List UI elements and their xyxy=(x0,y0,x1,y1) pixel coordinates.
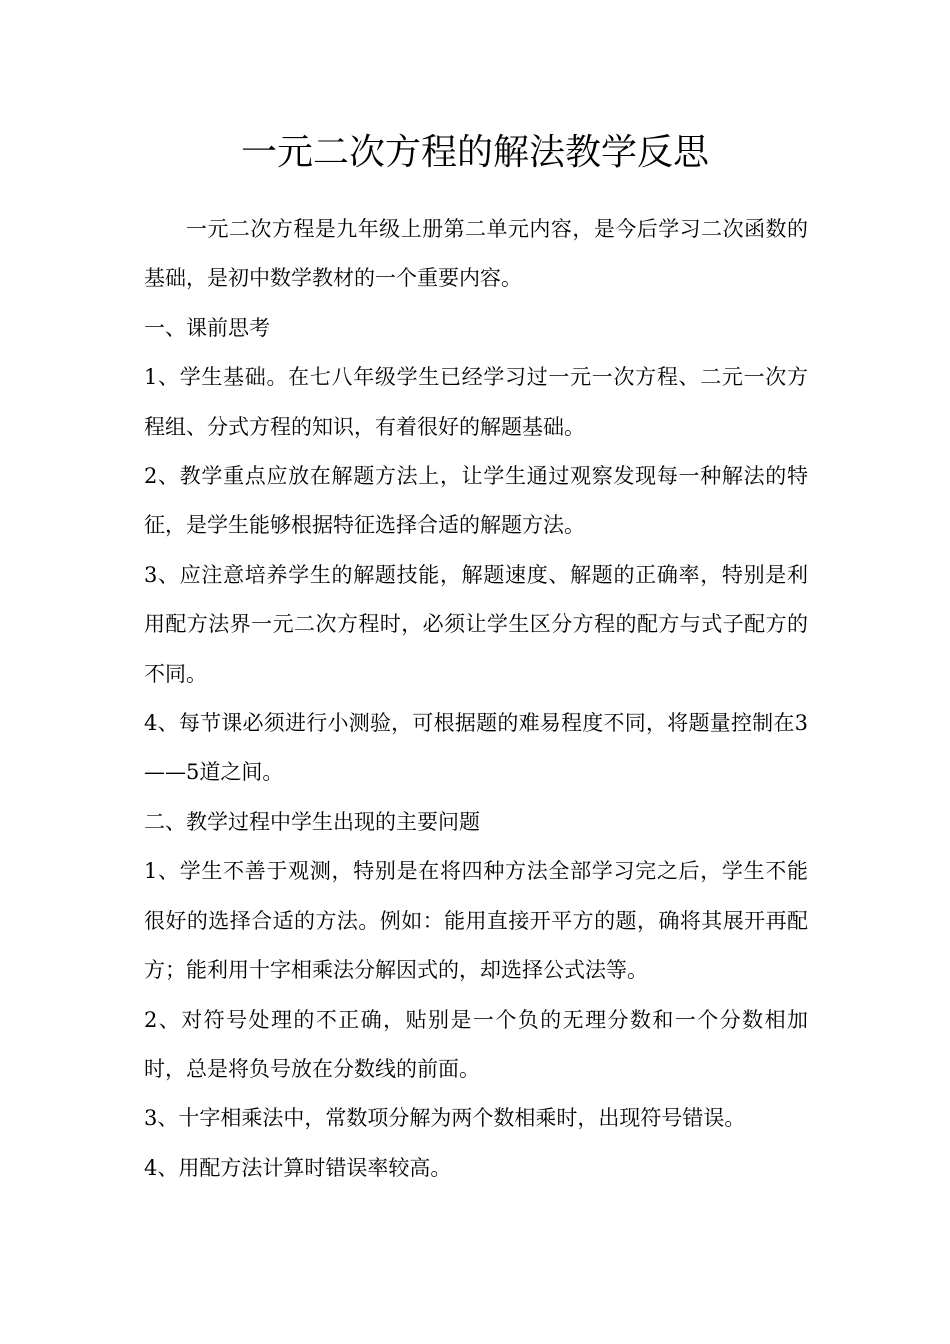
document-body xyxy=(144,205,808,1193)
section-heading-2: 二、教学过程中学生出现的主要问题 xyxy=(144,809,480,834)
intro-paragraph: 一元二次方程是九年级上册第二单元内容，是今后学习二次函数的基础，是初中数学教材的一个重要内容。 xyxy=(144,217,808,291)
list-item-2-1: 1、学生不善于观测，特别是在将四种方法全部学习完之后，学生不能很好的选择合适的方法。例如：能用直接开平方的题，确将其展开再配方；能利用十字相乘法分解因式的，却选择公式法等。 xyxy=(144,859,808,983)
list-item-1-3: 3、应注意培养学生的解题技能，解题速度、解题的正确率，特别是利用配方法界一元二次方程时，必须让学生区分方程的配方与式子配方的不同。 xyxy=(144,562,808,686)
document-title: 一元二次方程的解法教学反思 xyxy=(240,132,709,173)
list-item-2-3: 3、十字相乘法中，常数项分解为两个数相乘时，出现符号错误。 xyxy=(144,1106,746,1131)
list-item-2-2: 2、对符号处理的不正确，贴别是一个负的无理分数和一个分数相加时，总是将负号放在分数线的前面。 xyxy=(144,1007,808,1081)
list-item-2-4: 4、用配方法计算时错误率较高。 xyxy=(144,1155,452,1180)
list-item-1-2: 2、教学重点应放在解题方法上，让学生通过观察发现每一种解法的特征，是学生能够根据特征选择合适的解题方法。 xyxy=(144,464,808,538)
list-item-1-4: 4、每节课必须进行小测验，可根据题的难易程度不同，将题量控制在3——5道之间。 xyxy=(144,711,808,785)
list-item-1-1: 1、学生基础。在七八年级学生已经学习过一元一次方程、二元一次方程组、分式方程的知识，有着很好的解题基础。 xyxy=(144,365,808,439)
section-heading-1: 一、课前思考 xyxy=(144,315,270,340)
